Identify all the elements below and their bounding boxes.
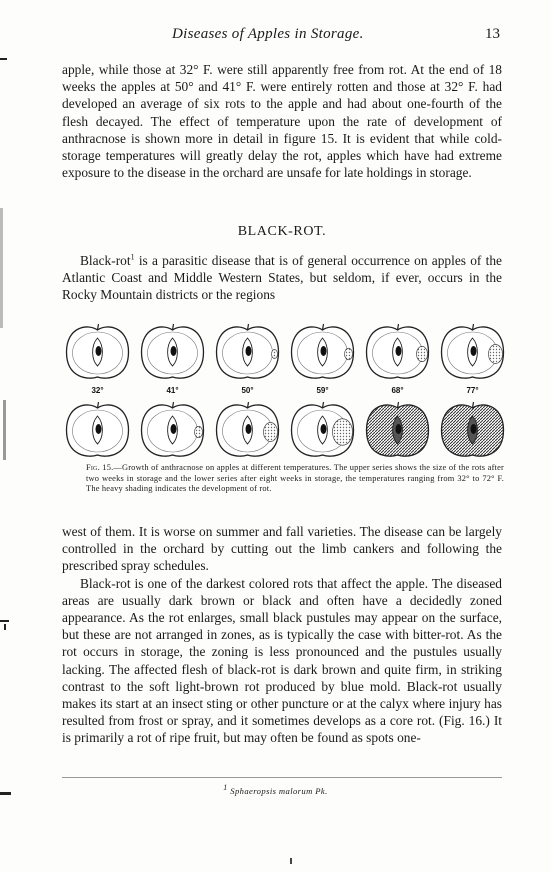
- apple-seed: [321, 346, 327, 356]
- temperature-label: 50°: [241, 386, 254, 395]
- margin-mark: [3, 400, 6, 460]
- apple-section-illustration: [60, 318, 510, 464]
- caption-text: —Growth of anthracnose on apples at different temperatures. The upper series shows the size of the rots after two weeks in storage and the lower series after eight weeks in storage, the temperatures ranging from 32° to 72° F. The heavy shading indicates the development of rot.: [86, 463, 504, 494]
- apple-cross-section: [217, 324, 279, 378]
- apple-cross-section: [142, 324, 204, 378]
- body-text-bottom: [62, 523, 502, 747]
- margin-mark: [0, 620, 9, 622]
- figure-caption: [86, 463, 504, 495]
- paragraph: west of them. It is worse on summer and fall varieties. The disease can be largely controlled in the orchard by cutting out the limb cankers and following the prescribed spray schedules.: [62, 524, 502, 574]
- apple-seed: [96, 424, 102, 434]
- apple-cross-section: [292, 402, 354, 456]
- paragraph: [62, 252, 502, 304]
- apple-cross-section: [442, 324, 504, 378]
- page-number: 13: [485, 26, 500, 42]
- paragraph: Black-rot is one of the darkest colored rots that affect the apple. The diseased areas are usually dark brown or black and often have a decidedly zoned appearance. As the rot enlarges, small black pustules may appear on the surface, but these are not arranged in zones, as is typically the case with bitter-rot. As the rot occurs in storage, the zoning is less pronounced and the pustules usually lacking. The affected flesh of black-rot is dark brown and quite firm, in striking contrast to the soft light-brown rot produced by blue mold. Black-rot usually makes its start at an insect sting or other puncture or at the calyx where injury has resulted from frost or spray, and it sometimes develops as a core rot. (Fig. 16.) It is primarily a rot of ripe fruit, but may often be found as spots one-: [62, 575, 502, 746]
- temperature-label: 32°: [91, 386, 104, 395]
- apple-seed: [471, 346, 477, 356]
- figure-15: [60, 318, 510, 464]
- apple-seed: [396, 424, 402, 434]
- black-rot-term: Black-rot: [80, 253, 131, 268]
- footnote-marker: 1: [223, 783, 228, 793]
- apple-cross-section: [292, 324, 354, 378]
- black-rot-intro: [62, 252, 502, 304]
- apple-seed: [321, 424, 327, 434]
- page-mark: [290, 858, 292, 864]
- rot-spot: [417, 346, 428, 361]
- apple-seed: [246, 346, 252, 356]
- temperature-label: 68°: [391, 386, 404, 395]
- apple-cross-section: [367, 402, 429, 456]
- rot-spot: [345, 348, 353, 360]
- section-heading: BLACK-ROT.: [237, 224, 327, 239]
- apple-cross-section: [67, 324, 129, 378]
- rot-spot: [489, 345, 503, 364]
- margin-mark: [4, 624, 6, 630]
- rot-spot: [272, 350, 278, 359]
- rot-spot: [333, 419, 353, 446]
- temperature-label: 77°: [466, 386, 479, 395]
- apple-cross-section: [142, 402, 204, 456]
- margin-mark: [0, 208, 3, 328]
- apple-row-group: [67, 324, 504, 456]
- body-text-top: [62, 61, 502, 181]
- apple-cross-section: [217, 402, 279, 456]
- temperature-label-group: [91, 386, 478, 395]
- apple-seed: [471, 424, 477, 434]
- footnote-text: Sphaeropsis malorum Pk.: [230, 786, 328, 796]
- apple-cross-section: [367, 324, 429, 378]
- apple-seed: [246, 424, 252, 434]
- paragraph: apple, while those at 32° F. were still apparently free from rot. At the end of 18 weeks the apples at 50° and 41° F. were entirely rotten and those at 32° F. had developed an average of six rots to the apple and had about one-fourth of the flesh decayed. The effect of temperature upon the rate of development of anthracnose is shown more in detail in figure 15. It is evident that while cold-storage temperatures will greatly delay the rot, apples which have had extreme exposure to the disease in the orchard are unsafe for late holdings in storage.: [62, 62, 502, 181]
- apple-cross-section: [442, 402, 504, 456]
- rot-spot: [264, 423, 278, 442]
- rot-spot: [195, 426, 203, 438]
- apple-seed: [96, 346, 102, 356]
- running-title: Diseases of Apples in Storage.: [172, 26, 364, 42]
- apple-cross-section: [67, 402, 129, 456]
- footnote-rule: [62, 777, 502, 778]
- temperature-label: 59°: [316, 386, 329, 395]
- footnote: [0, 783, 551, 796]
- apple-seed: [171, 424, 177, 434]
- figure-number: Fig. 15.: [86, 463, 114, 472]
- apple-seed: [396, 346, 402, 356]
- apple-seed: [171, 346, 177, 356]
- paragraph-text: is a parasitic disease that is of general occurrence on apples of the Atlantic Coast and Middle Western States, but seldom, if ever, occurs in the Rocky Mountain districts or the regions: [62, 253, 502, 303]
- temperature-label: 41°: [166, 386, 179, 395]
- footnote-reference: 1: [130, 252, 135, 262]
- page-header: [60, 26, 500, 44]
- margin-mark: [0, 58, 7, 60]
